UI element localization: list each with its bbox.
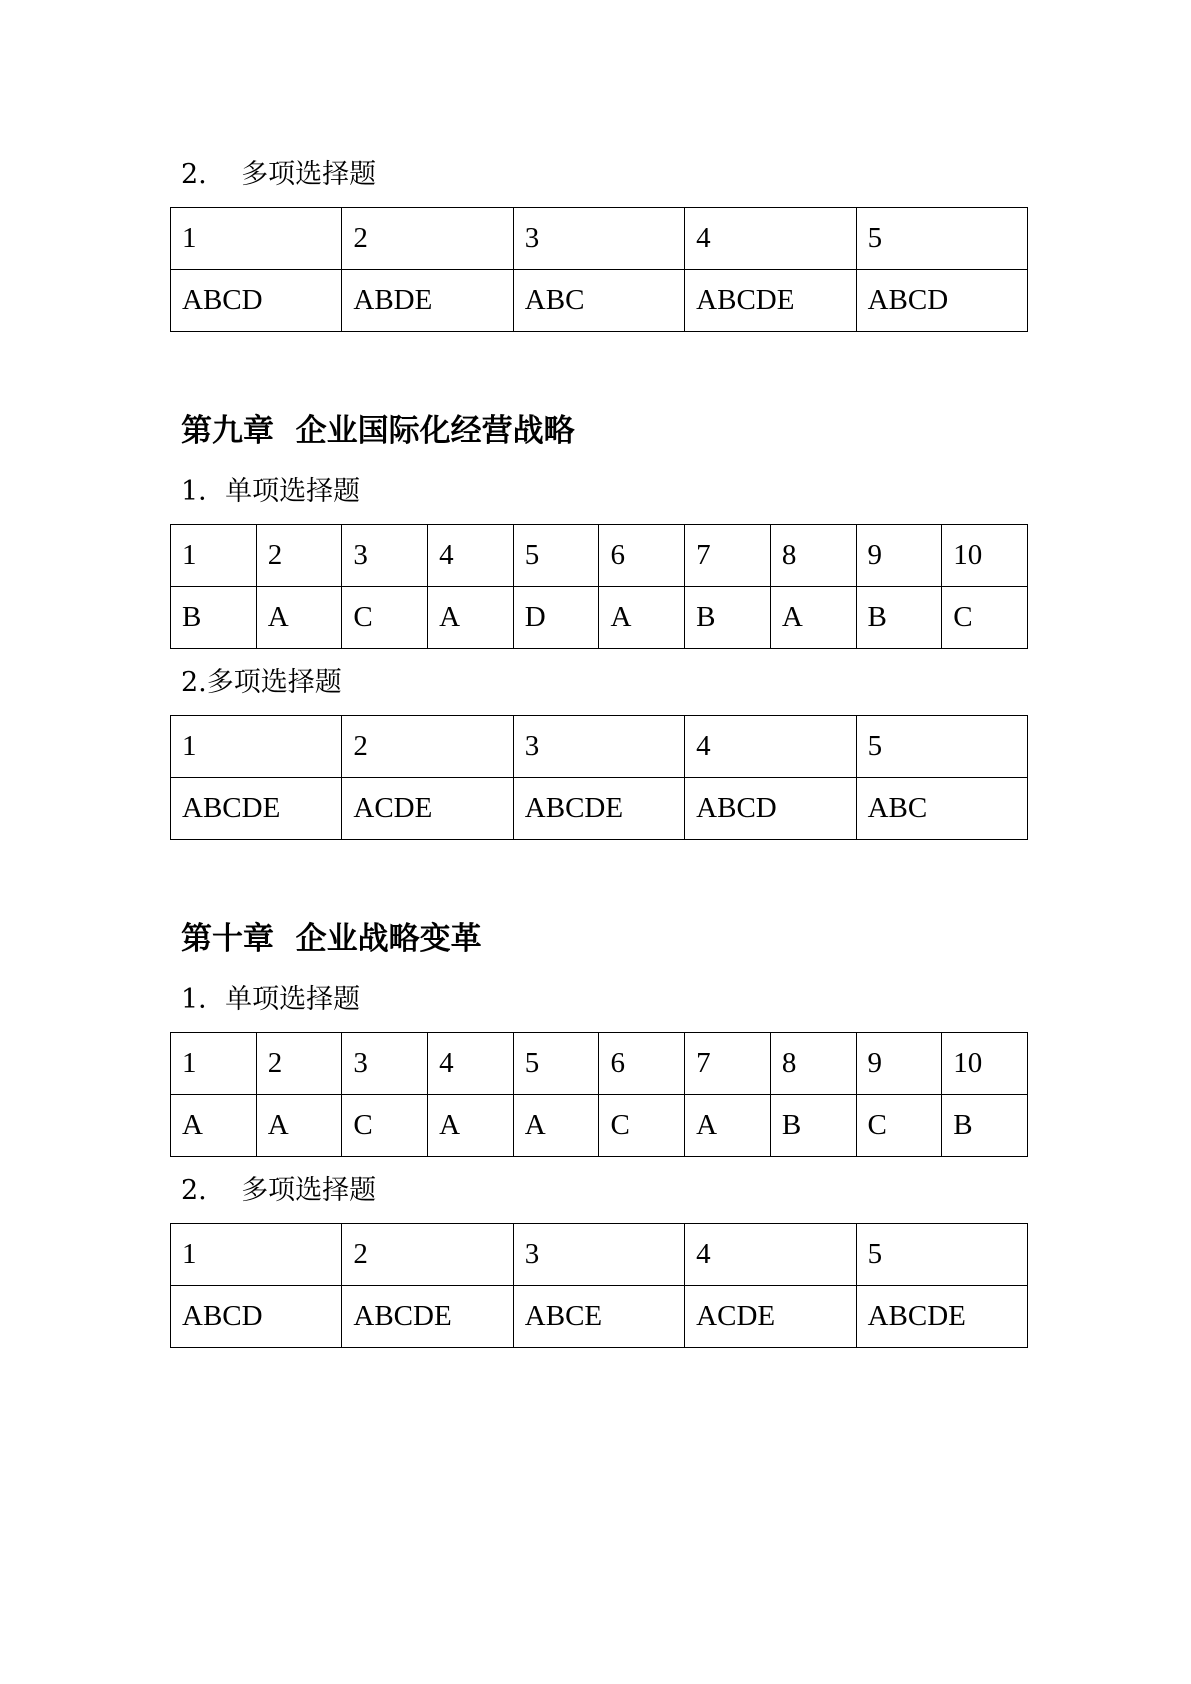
answer-cell: ABCDE	[856, 1286, 1027, 1348]
question-number: 3	[513, 716, 684, 778]
table-row	[171, 1095, 1028, 1157]
question-number: 8	[770, 1033, 856, 1095]
table-row	[171, 270, 1028, 332]
question-number: 7	[685, 1033, 771, 1095]
question-number: 2	[342, 716, 513, 778]
answer-table	[170, 715, 1028, 840]
answer-cell: ABCDE	[685, 270, 856, 332]
answer-cell: ABCE	[513, 1286, 684, 1348]
answer-cell: A	[513, 1095, 599, 1157]
question-number: 1	[171, 1224, 342, 1286]
question-number: 5	[513, 525, 599, 587]
question-number: 1	[171, 208, 342, 270]
question-number: 2	[256, 1033, 342, 1095]
table-row	[171, 778, 1028, 840]
answer-cell: ABC	[513, 270, 684, 332]
table-row	[171, 1033, 1028, 1095]
chapter-heading: 第九章 企业国际化经营战略	[181, 413, 575, 449]
question-number: 1	[171, 1033, 257, 1095]
answer-cell: ABCD	[685, 778, 856, 840]
answer-table	[170, 524, 1028, 649]
question-number: 3	[513, 1224, 684, 1286]
chapter-heading: 第十章 企业战略变革	[181, 921, 482, 957]
answer-cell: C	[342, 587, 428, 649]
question-number: 2	[342, 208, 513, 270]
answer-cell: C	[856, 1095, 942, 1157]
section-label: 1．单项选择题	[181, 476, 361, 507]
answer-cell: B	[942, 1095, 1028, 1157]
question-number: 8	[770, 525, 856, 587]
answer-cell: B	[171, 587, 257, 649]
answer-cell: A	[428, 587, 514, 649]
question-number: 1	[171, 716, 342, 778]
answer-cell: A	[428, 1095, 514, 1157]
section-label: 2.多项选择题	[181, 667, 342, 698]
question-number: 4	[685, 1224, 856, 1286]
section-label: 2. 多项选择题	[181, 1175, 377, 1206]
table-row	[171, 208, 1028, 270]
answer-table	[170, 1032, 1028, 1157]
answer-cell: ABCDE	[342, 1286, 513, 1348]
answer-cell: A	[171, 1095, 257, 1157]
answer-cell: B	[770, 1095, 856, 1157]
answer-cell: ABCDE	[513, 778, 684, 840]
answer-cell: ABCDE	[171, 778, 342, 840]
answer-cell: D	[513, 587, 599, 649]
question-number: 9	[856, 1033, 942, 1095]
section-label: 1．单项选择题	[181, 984, 361, 1015]
question-number: 2	[256, 525, 342, 587]
question-number: 7	[685, 525, 771, 587]
answer-cell: B	[685, 587, 771, 649]
answer-cell: C	[342, 1095, 428, 1157]
answer-cell: A	[770, 587, 856, 649]
question-number: 6	[599, 525, 685, 587]
question-number: 6	[599, 1033, 685, 1095]
question-number: 3	[342, 525, 428, 587]
question-number: 3	[513, 208, 684, 270]
question-number: 5	[856, 1224, 1027, 1286]
question-number: 5	[856, 716, 1027, 778]
question-number: 4	[428, 525, 514, 587]
question-number: 5	[856, 208, 1027, 270]
answer-cell: ABC	[856, 778, 1027, 840]
answer-cell: ABCD	[856, 270, 1027, 332]
section-label: 2. 多项选择题	[181, 159, 377, 190]
table-row	[171, 716, 1028, 778]
question-number: 3	[342, 1033, 428, 1095]
answer-table	[170, 1223, 1028, 1348]
question-number: 5	[513, 1033, 599, 1095]
table-row	[171, 1224, 1028, 1286]
question-number: 10	[942, 525, 1028, 587]
question-number: 9	[856, 525, 942, 587]
answer-cell: ABCD	[171, 1286, 342, 1348]
answer-table	[170, 207, 1028, 332]
answer-cell: C	[942, 587, 1028, 649]
answer-cell: C	[599, 1095, 685, 1157]
question-number: 4	[685, 716, 856, 778]
question-number: 4	[685, 208, 856, 270]
question-number: 1	[171, 525, 257, 587]
question-number: 2	[342, 1224, 513, 1286]
question-number: 4	[428, 1033, 514, 1095]
answer-cell: A	[256, 587, 342, 649]
answer-cell: ABCD	[171, 270, 342, 332]
answer-cell: ABDE	[342, 270, 513, 332]
answer-cell: A	[685, 1095, 771, 1157]
answer-cell: A	[256, 1095, 342, 1157]
question-number: 10	[942, 1033, 1028, 1095]
answer-cell: ACDE	[685, 1286, 856, 1348]
answer-cell: A	[599, 587, 685, 649]
table-row	[171, 1286, 1028, 1348]
table-row	[171, 587, 1028, 649]
table-row	[171, 525, 1028, 587]
answer-cell: B	[856, 587, 942, 649]
answer-cell: ACDE	[342, 778, 513, 840]
